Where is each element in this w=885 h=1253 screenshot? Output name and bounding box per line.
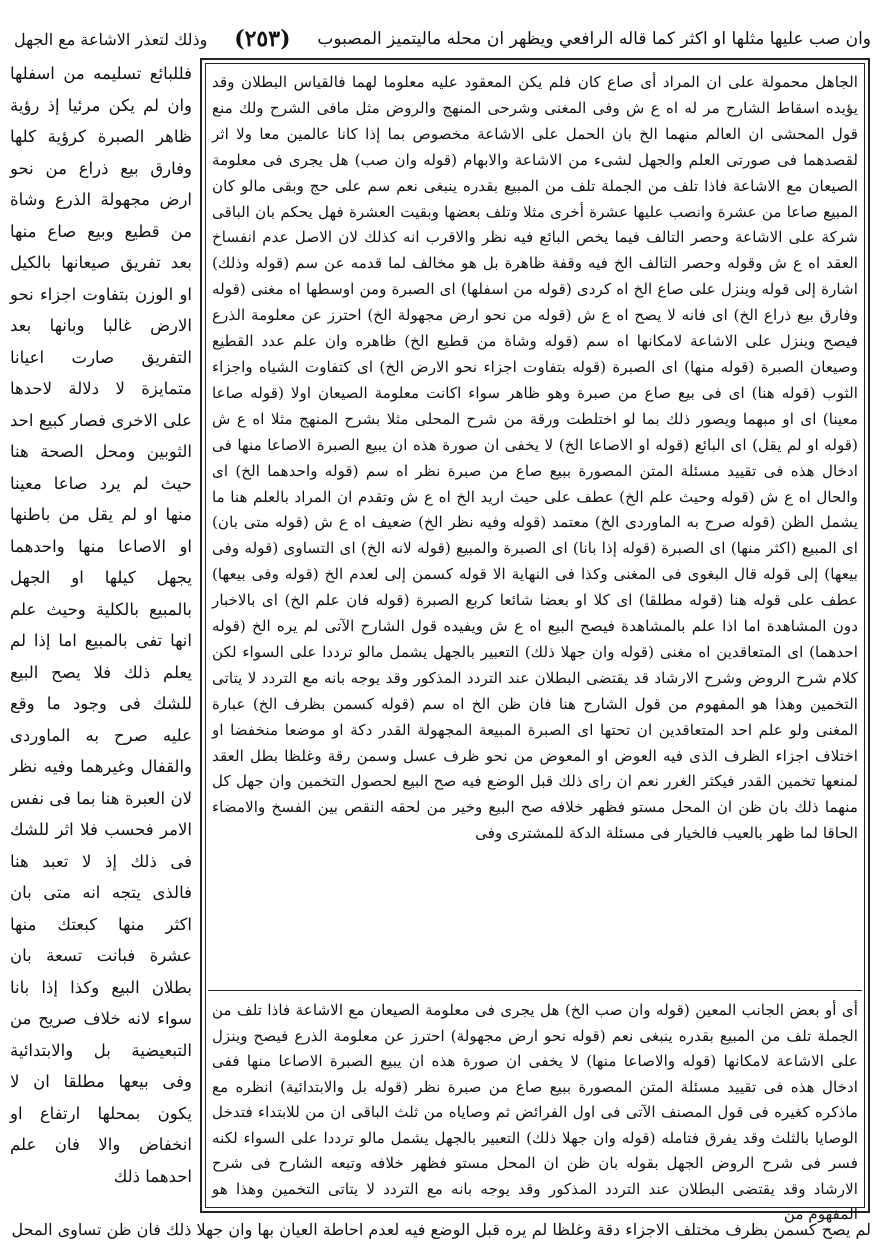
footer-text: لم يصح كسمن بظرف مختلف الاجزاء دقة وغلظا لم يره قبل الوضع فيه لعدم احاطة العيان بها وان جهلا ذلك فان ظن تساوى المحل xyxy=(11,1220,871,1239)
main-text-body: فللبائع تسليمه من اسفلها وان لم يكن مرئيا إذ رؤية ظاهر الصبرة كرؤية كلها وفارق بيع ذراع من نحو ارض مجهولة الذرع وشاة من قطيع وبيع صاع منها بعد تفريق صيعانها بالكيل او الوزن بتفاوت اجزاء نحو الارض غالبا وبانها بعد التفريق صارت اعيانا متمايزة لا دلالة لاحدها على الاخرى فصار كبيع احد الثوبين ومحل الصحة هنا حيث لم يرد صاعا معينا منها او لم يقل من باطنها او الاصاعا منها واحدهما يجهل كيلها او الجهل بالمبيع بالكلية وحيث علم انها تفى بالمبيع اما إذا لم يعلم ذلك فلا يصح البيع للشك فى وجود ما وقع عليه صرح به الماوردى والقفال وغيرهما وفيه نظر لان العبرة هنا بما فى نفس الامر فحسب فلا اثر للشك فى ذلك إذ لا تعبد هنا فالذى يتجه انه متى بان اكثر منها كبعتك منها عشرة فبانت تسعة بان بطلان البيع وكذا إذا بانا سواء لانه خلاف صريح من التبعيضية بل والابتدائية وفى بيعها مطلقا ان لا يكون بمحلها ارتفاع او انخفاض والا فان علم احدهما ذلك xyxy=(10,64,192,1186)
commentary-lower-text: أى أو بعض الجانب المعين (قوله وان صب الخ) هل يجرى فى معلومة الصيعان مع الاشاعة فاذا تلف من الجملة تلف من المبيع بقدره ينبغى نعم (قوله نحو ارض مجهولة) احترز عن معلومة الذرع فيصح وينزل على الاشاعة لامكانها (قوله والاصاعا منها) لا يخفى ان صورة هذه ان يبيع الصبرة الاصاعا منها ففى ادخال هذه فى تقييد مسئلة المتن المصورة ببيع صاع من صبرة نظر (قوله بل والابتدائية) انظره مع ماذكره كغيره فى قول المصنف الآتى فى اول الفرائض ثم وصاياه من ثلث الباقى ان من للابتداء فتدخل الوصايا بالثلث وقد يفرق فتامله (قوله وان جهلا ذلك) التعبير بالجهل يشمل مالو ترددا على السواء لكنه فسر فى شرح الروض الجهل بقوله بان ظن ان المحل مستو فظهر خلافه وتبعه الشارح فى شرح الارشاد وقد يقتضى البطلان عند التردد المذكور وقد يوجه بانه مع التردد لا يتاتى التخمين وهذا هو المفهوم من xyxy=(212,1001,858,1223)
commentary-upper xyxy=(212,70,858,982)
header-main-text: وان صب عليها مثلها او اكثر كما قاله الرافعي ويظهر ان محله ماليتميز المصبوب xyxy=(317,29,871,49)
section-divider xyxy=(208,990,862,991)
page-footer xyxy=(11,1220,871,1248)
page-header xyxy=(14,20,871,58)
commentary-frame xyxy=(200,58,870,1223)
main-text-column xyxy=(10,58,192,1213)
header-side-text: وذلك لتعذر الاشاعة مع الجهل xyxy=(14,29,208,49)
commentary-lower xyxy=(212,998,858,1223)
page-number: (٢٥٣) xyxy=(234,26,291,52)
commentary-upper-text: الجاهل محمولة على ان المراد أى صاع كان فلم يكن المعقود عليه معلوما لهما فالقياس البطلان وقد يؤيده اسقاط الشارح مر له اه ع ش وفى المغنى وشرحى المنهج والروض مثل مافى الشرح ولك منع قول المحشى ان العالم منهما الخ بان الحمل على الاشاعة مخصوص بما إذا كانا عالمين معا ولا اثر لقصدهما فى صورتى العلم والجهل لشىء من الاشاعة والابهام (قوله وان صب) هل يجرى فى معلومة الصيعان مع الاشاعة فاذا تلف من الجملة تلف من المبيع بقدره ينبغى نعم سم على حج وبقى مالو كان المبيع صاعا من عشرة وانصب عليها عشرة أخرى مثلا وتلف بعضها وبقيت العشرة فهل يحكم بان الباقى شركة على الاشاعة وحصر التالف فيما يخص البائع فيه نظر والاقرب انه كذلك لان الاصل عدم انفساخ العقد اه ع ش وقوله وحصر التالف الخ فيه وقفة ظاهرة بل هو مخالف لما قدمه عن سم (قوله وذلك) اشارة إلى قوله وينزل على صاع الخ اه كردى (قوله من اسفلها) اى الصبرة ومن اوسطها اه مغنى (قوله وفارق بيع ذراع الخ) اى فانه لا يصح اه ع ش (قوله من نحو ارض مجهولة الخ) احترز عن معلومة الذرع فيصح وينزل على الاشاعة لامكانها اه سم (قوله وشاة من قطيع الخ) ظاهره وان علم عدد القطيع وصيعان الصبرة (قوله منها) اى الصبرة (قوله بتفاوت اجزاء نحو الارض الخ) اى كتفاوت الشياه واجزاء الثوب (قوله هنا) اى فى بيع صاع من صبرة وهو ظاهر سواء اكانت معلومة الصيعان اولا (قوله صاعا معينا) اى او مبهما ويصور ذلك بما لو اختلطت ورقة من شرح المحلى مثلا بشرح المنهج مثلا اه ع ش (قوله او لم يقل) اى البائع (قوله او الاصاعا الخ) لا يخفى ان صورة هذه ان يبيع الصبرة الاصاعا منها فى ادخال هذه فى تقييد مسئلة المتن المصورة ببيع صاع من صبرة نظر اه سم (قوله واحدهما الخ) اى والحال اه ع ش (قوله وحيث علم الخ) عطف على حيث اريد الخ اه ع ش وتقدم ان المراد بالعلم هنا ما يشمل الظن (قوله صرح به الماوردى الخ) معتمد (قوله وفيه نظر الخ) ضعيف اه ع ش (قوله متى بان) اى المبيع (اكثر منها) اى الصبرة (قوله إذا بانا) اى الصبرة والمبيع (قوله لانه الخ) اى التساوى (قوله وفى بيعها) إلى قوله قال البغوى فى المغنى وكذا فى النهاية الا قوله كسمن إلى لعدم الخ (قوله وفى بيعها) عطف على قوله هنا (قوله مطلقا) اى كلا او بعضا شائعا كربع الصبرة (قوله فان علم الخ) اى بالاخبار دون المشاهدة اما اذا علم بالمشاهدة فيصح البيع اه ع ش ويفيده قول الشارح الآتى لم يره الخ (قوله احدهما) اى المتعاقدين اه مغنى (قوله وان جهلا ذلك) التعبير بالجهل يشمل مالو ترددا على السواء لكن كلام شرح الروض وشرح الارشاد قد يقتضى البطلان عند التردد المذكور وقد يوجه بانه مع التردد لا يتاتى التخمين وهذا هو المفهوم من قول الشارح هنا فان ظن الخ اه سم (قوله كسمن بظرف الخ) عبارة المغنى ولو علم احد المتعاقدين ان تحتها اى الصبرة المبيعة المجهولة القدر دكة او موضعا منخفضا او اختلاف اجزاء الظرف الذى فيه العوض او المعوض من نحو ظرف عسل وسمن رقة وغلظا بطل العقد لمنعها تخمين القدر فيكثر الغرر نعم ان راى ذلك قبل الوضع فيه صح البيع لحصول التخمين وان جهل كل منهما ذلك بان ظن ان المحل مستو فظهر خلافه صح البيع وخير من لحقه النقص بين الفسخ والامضاء الحاقا لما ظهر بالعيب فالخيار فى مسئلة الدكة للمشترى وفى xyxy=(212,73,858,843)
